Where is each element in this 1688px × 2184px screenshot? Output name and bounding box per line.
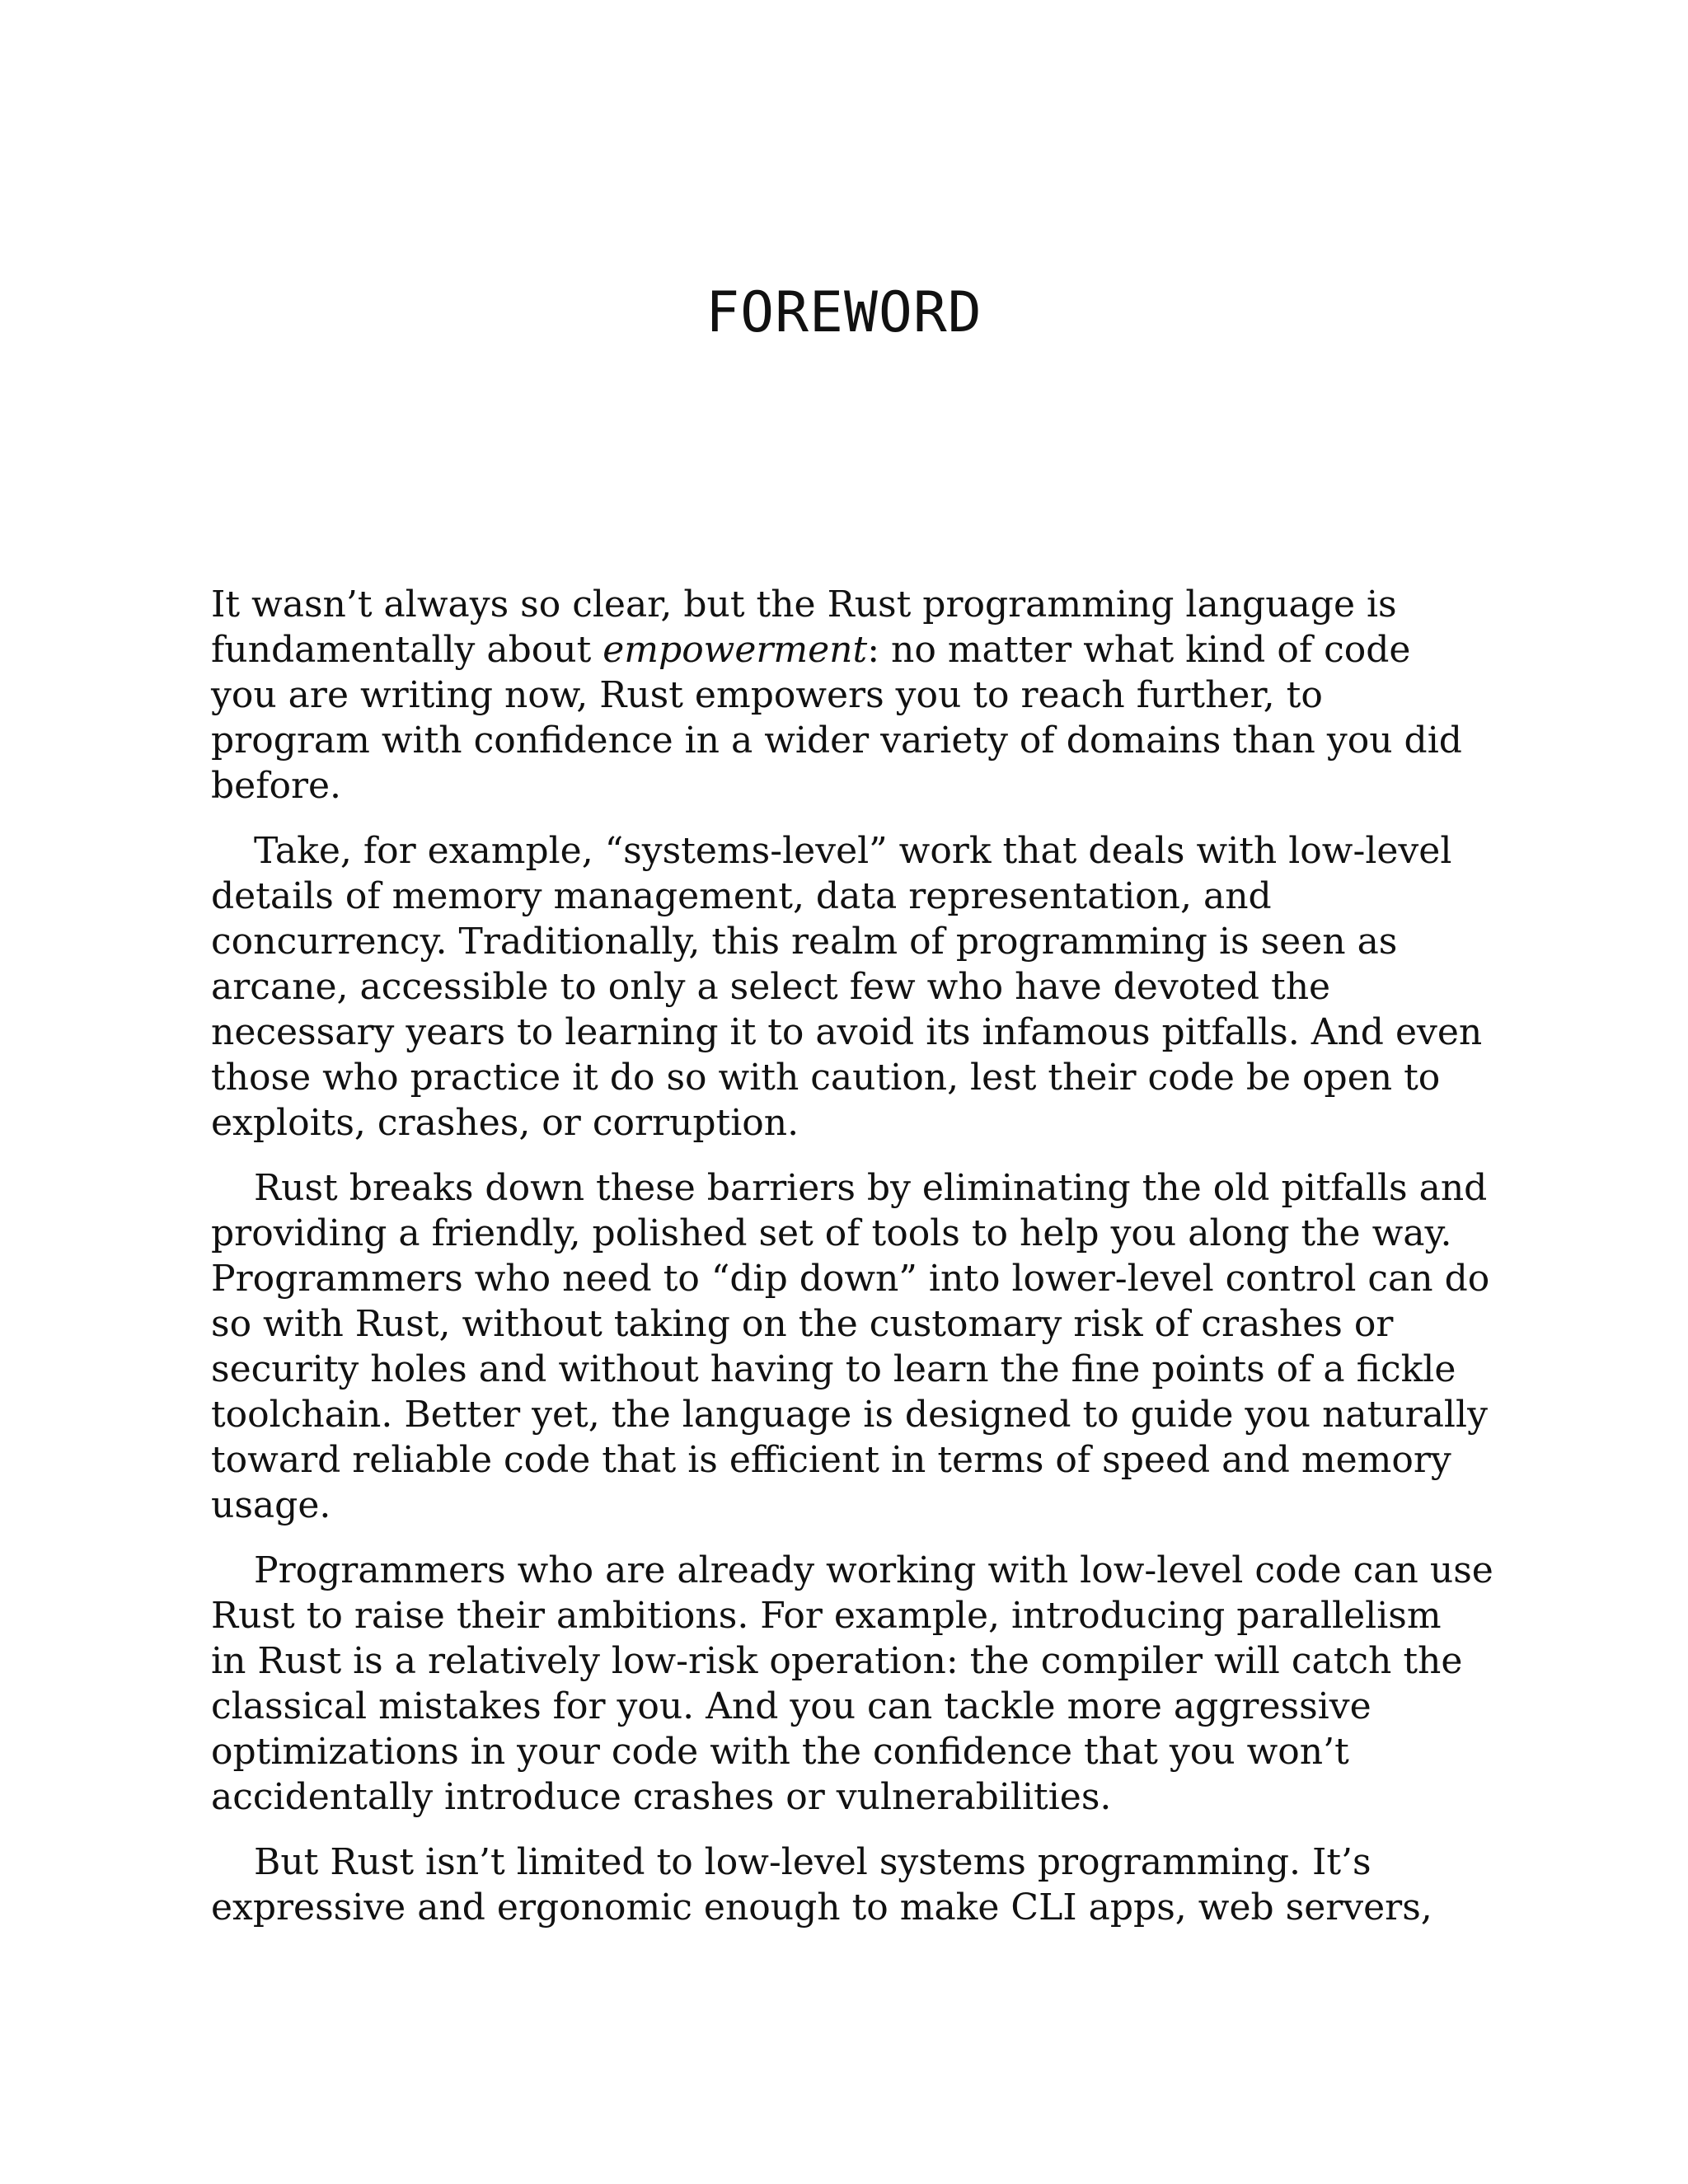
text-line bbox=[211, 1055, 1480, 1100]
text-line bbox=[211, 1301, 1480, 1347]
text-line bbox=[211, 1483, 1480, 1528]
text-segment: classical mistakes for you. And you can tackle more aggressive bbox=[211, 1685, 1372, 1727]
text-line bbox=[211, 1347, 1480, 1392]
text-segment: : no matter what kind of code bbox=[867, 629, 1411, 671]
emphasized-text: empowerment bbox=[603, 629, 868, 671]
text-segment: providing a friendly, polished set of tools to help you along the way. bbox=[211, 1212, 1452, 1254]
text-line bbox=[211, 1840, 1480, 1885]
text-line bbox=[211, 1885, 1480, 1930]
text-segment: Programmers who are already working with low-level code can use bbox=[254, 1549, 1493, 1591]
text-segment: details of memory management, data representation, and bbox=[211, 875, 1272, 917]
text-line bbox=[211, 874, 1480, 919]
text-line bbox=[211, 1548, 1493, 1593]
text-segment: exploits, crashes, or corruption. bbox=[211, 1102, 799, 1144]
text-segment: accidentally introduce crashes or vulnerabilities. bbox=[211, 1776, 1112, 1818]
text-line bbox=[211, 763, 1480, 808]
text-line bbox=[211, 919, 1480, 964]
text-line bbox=[211, 718, 1480, 763]
text-segment: Programmers who need to “dip down” into lower-level control can do bbox=[211, 1258, 1490, 1300]
text-line bbox=[211, 1165, 1488, 1211]
text-line bbox=[211, 1256, 1490, 1301]
text-segment: toward reliable code that is efficient in terms of speed and memory bbox=[211, 1439, 1451, 1481]
paragraph bbox=[211, 828, 1483, 1146]
text-segment: optimizations in your code with the confidence that you won’t bbox=[211, 1731, 1349, 1773]
paragraph bbox=[211, 1548, 1493, 1820]
text-segment: so with Rust, without taking on the customary risk of crashes or bbox=[211, 1303, 1394, 1345]
text-segment: It wasn’t always so clear, but the Rust programming language is bbox=[211, 583, 1397, 626]
paragraph bbox=[211, 1165, 1490, 1528]
text-segment: program with confidence in a wider variety of domains than you did bbox=[211, 719, 1462, 762]
text-segment: Rust to raise their ambitions. For example, introducing parallelism bbox=[211, 1595, 1442, 1637]
text-segment: Rust breaks down these barriers by eliminating the old pitfalls and bbox=[254, 1167, 1488, 1209]
text-line bbox=[211, 1437, 1480, 1483]
text-line bbox=[211, 1729, 1480, 1774]
text-segment: expressive and ergonomic enough to make CLI apps, web servers, bbox=[211, 1886, 1432, 1929]
text-line bbox=[211, 828, 1480, 874]
text-segment: before. bbox=[211, 765, 342, 807]
text-segment: usage. bbox=[211, 1484, 331, 1526]
paragraph bbox=[211, 582, 1480, 808]
page-title: FOREWORD bbox=[706, 280, 982, 345]
text-line bbox=[211, 627, 1480, 673]
paragraph bbox=[211, 1840, 1480, 1930]
text-line bbox=[211, 1100, 1480, 1146]
text-segment: you are writing now, Rust empowers you to reach further, to bbox=[211, 674, 1323, 716]
text-line bbox=[211, 1684, 1480, 1729]
text-line bbox=[211, 673, 1480, 718]
text-line bbox=[211, 1392, 1488, 1437]
text-segment: fundamentally about bbox=[211, 629, 603, 671]
text-segment: those who practice it do so with caution, lest their code be open to bbox=[211, 1057, 1441, 1099]
text-line bbox=[211, 1593, 1480, 1638]
text-segment: toolchain. Better yet, the language is designed to guide you naturally bbox=[211, 1394, 1488, 1436]
text-line bbox=[211, 1774, 1480, 1820]
text-segment: necessary years to learning it to avoid its infamous pitfalls. And even bbox=[211, 1011, 1483, 1053]
text-line bbox=[211, 964, 1480, 1010]
text-line bbox=[211, 1638, 1480, 1684]
text-segment: But Rust isn’t limited to low-level systems programming. It’s bbox=[254, 1841, 1372, 1883]
foreword-body bbox=[211, 582, 1493, 1950]
text-segment: security holes and without having to learn the fine points of a fickle bbox=[211, 1348, 1456, 1390]
text-line bbox=[211, 1010, 1483, 1055]
text-segment: arcane, accessible to only a select few who have devoted the bbox=[211, 966, 1331, 1008]
text-segment: concurrency. Traditionally, this realm of programming is seen as bbox=[211, 921, 1398, 963]
text-line bbox=[211, 1211, 1480, 1256]
text-segment: in Rust is a relatively low-risk operation: the compiler will catch the bbox=[211, 1640, 1463, 1682]
text-line bbox=[211, 582, 1480, 627]
text-segment: Take, for example, “systems-level” work that deals with low-level bbox=[254, 830, 1452, 872]
